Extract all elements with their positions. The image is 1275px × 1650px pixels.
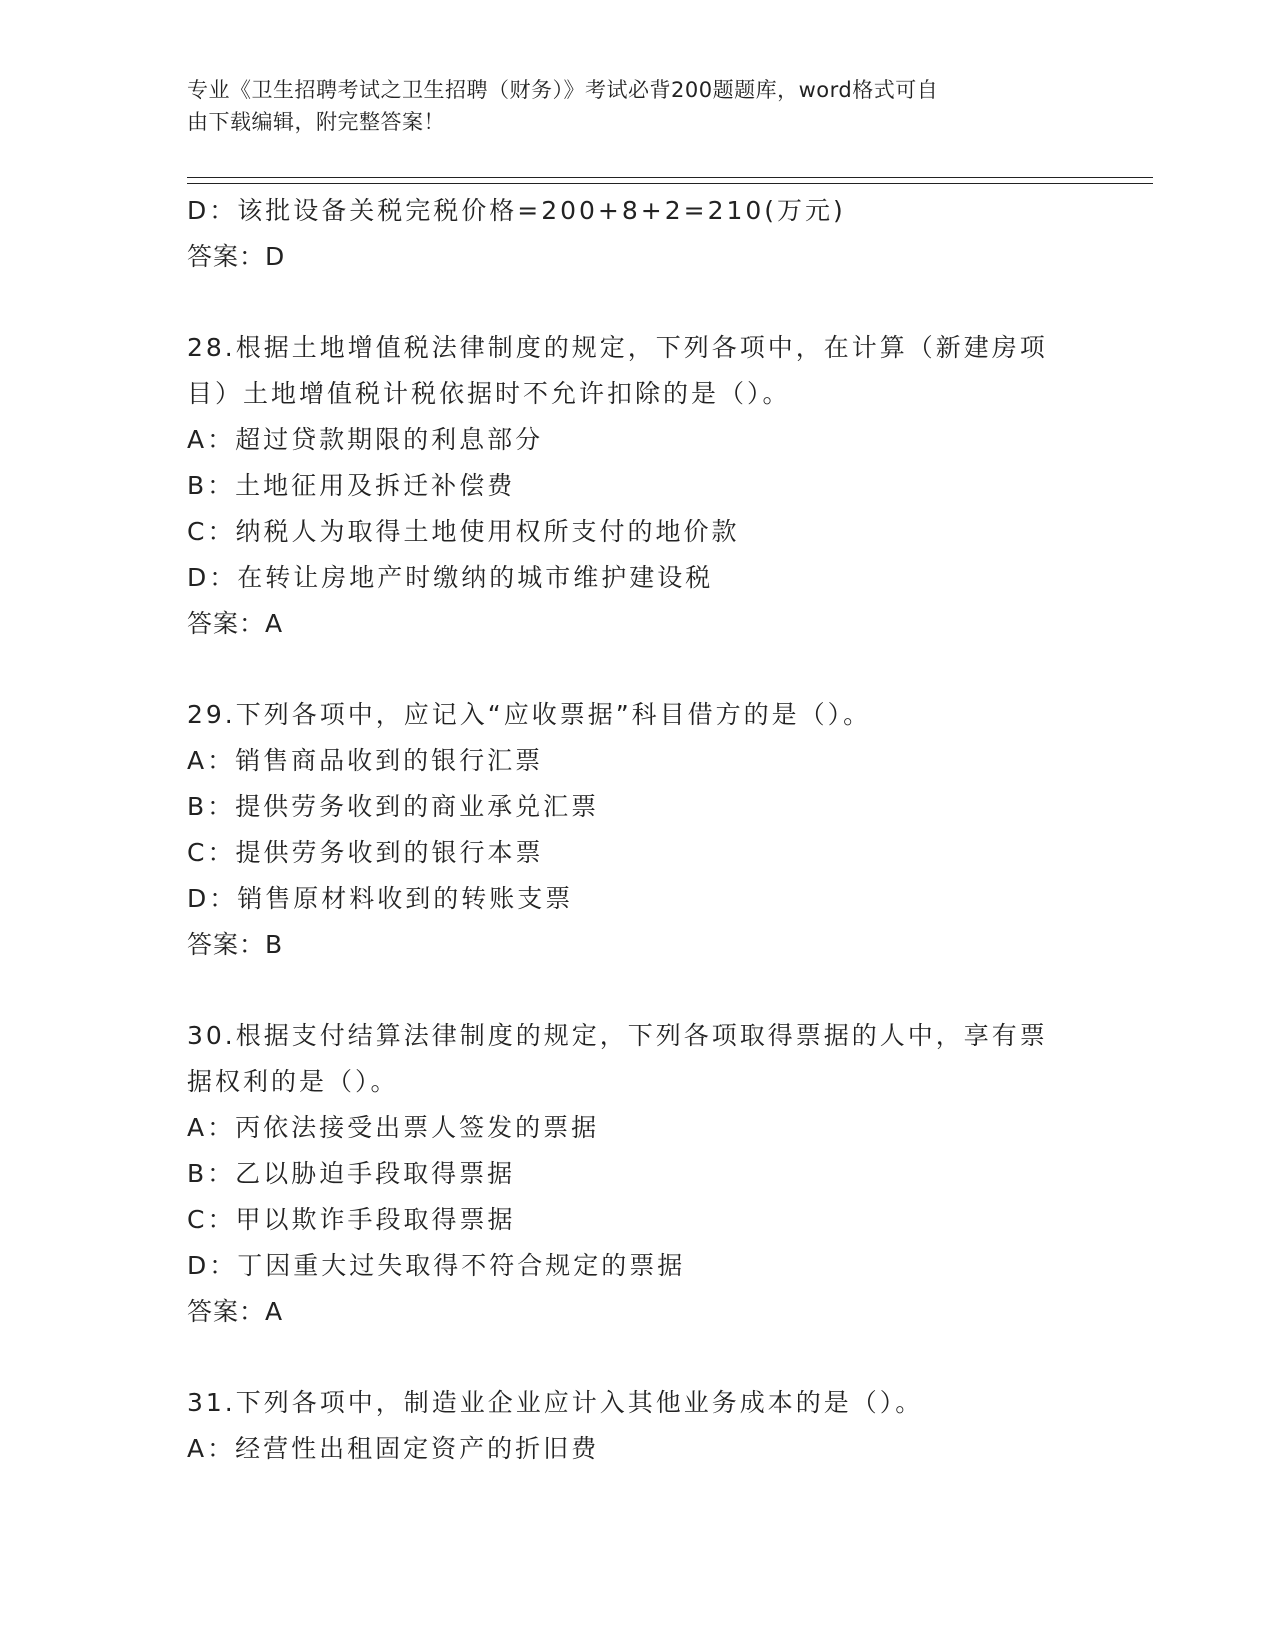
option-a: A：超过贷款期限的利息部分 xyxy=(187,425,544,454)
option-b: B：提供劳务收到的商业承兑汇票 xyxy=(187,792,600,821)
option-d: D：在转让房地产时缴纳的城市维护建设税 xyxy=(187,563,714,592)
option-b: B：乙以胁迫手段取得票据 xyxy=(187,1159,516,1188)
option-b: B：土地征用及拆迁补偿费 xyxy=(187,471,516,500)
question-stem: 28.根据土地增值税法律制度的规定，下列各项中，在计算（新建房项 xyxy=(187,333,1048,362)
question-31 xyxy=(187,1380,1087,1472)
spacer xyxy=(187,1335,1087,1380)
carryover-answer: 答案：D xyxy=(187,242,286,271)
question-28 xyxy=(187,325,1087,647)
option-c: C：提供劳务收到的银行本票 xyxy=(187,838,544,867)
question-stem: 31.下列各项中，制造业企业应计入其他业务成本的是（）。 xyxy=(187,1388,924,1417)
header-rule-top xyxy=(187,177,1153,178)
spacer xyxy=(187,968,1087,1013)
option-d: D：丁因重大过失取得不符合规定的票据 xyxy=(187,1251,686,1280)
spacer xyxy=(187,280,1087,325)
question-stem: 目）土地增值税计税依据时不允许扣除的是（）。 xyxy=(187,379,791,408)
question-30 xyxy=(187,1013,1087,1335)
option-a: A：丙依法接受出票人签发的票据 xyxy=(187,1113,600,1142)
header-line-1: 专业《卫生招聘考试之卫生招聘（财务）》考试必背200题题库，word格式可自 xyxy=(187,78,939,102)
page-header xyxy=(187,74,1067,138)
header-line-2: 由下载编辑，附完整答案！ xyxy=(187,110,445,134)
spacer xyxy=(187,647,1087,692)
header-rule-bottom xyxy=(187,183,1153,184)
option-c: C：纳税人为取得土地使用权所支付的地价款 xyxy=(187,517,740,546)
question-stem: 据权利的是（）。 xyxy=(187,1067,399,1096)
question-stem: 30.根据支付结算法律制度的规定，下列各项取得票据的人中，享有票 xyxy=(187,1021,1048,1050)
question-list xyxy=(187,188,1087,1472)
option-a: A：销售商品收到的银行汇票 xyxy=(187,746,544,775)
carryover-option-d: D：该批设备关税完税价格=200+8+2=210(万元) xyxy=(187,196,846,225)
option-d: D：销售原材料收到的转账支票 xyxy=(187,884,574,913)
question-stem: 29.下列各项中，应记入“应收票据”科目借方的是（）。 xyxy=(187,700,872,729)
question-29 xyxy=(187,692,1087,968)
option-c: C：甲以欺诈手段取得票据 xyxy=(187,1205,516,1234)
answer: 答案：A xyxy=(187,609,284,638)
option-a: A：经营性出租固定资产的折旧费 xyxy=(187,1434,600,1463)
answer: 答案：A xyxy=(187,1297,284,1326)
answer: 答案：B xyxy=(187,930,284,959)
